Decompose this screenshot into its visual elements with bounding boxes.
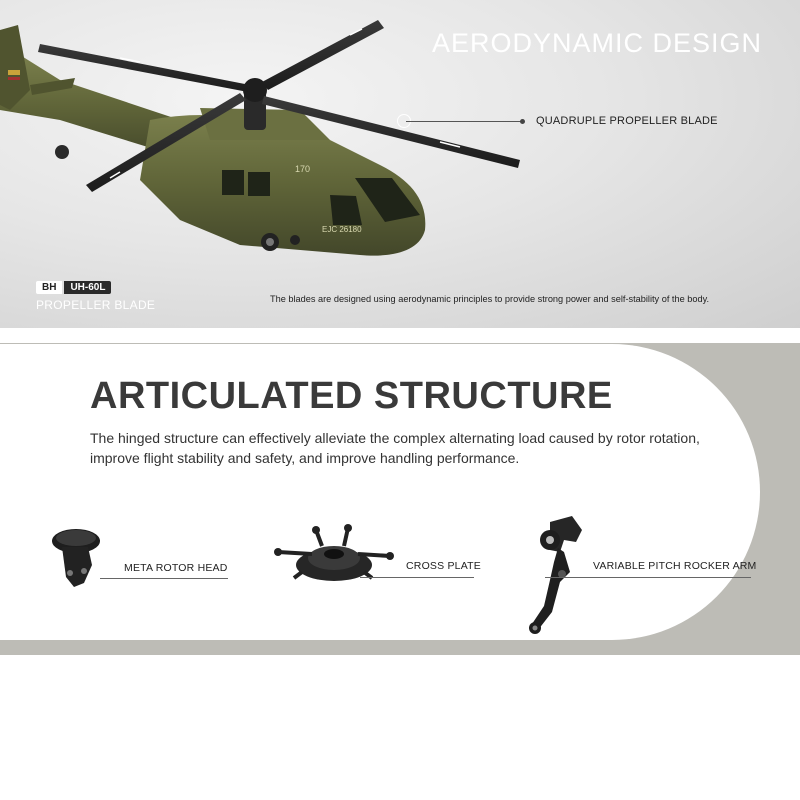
part-line-rotor-head [100,578,228,579]
model-badge [36,281,111,294]
callout-line [406,121,522,122]
tail-number-text: 170 [295,164,311,174]
fuselage-marking-text: EJC 26180 [322,225,362,234]
part-line-rocker-arm [545,577,751,578]
part-label-rotor-head: META ROTOR HEAD [124,562,228,574]
hero-banner [0,0,800,328]
cross-plate-icon [272,520,397,595]
badge-model: UH-60L [64,281,111,294]
section-title: ARTICULATED STRUCTURE [90,375,613,417]
part-label-cross-plate: CROSS PLATE [406,560,481,572]
hero-subtitle: PROPELLER BLADE [36,298,156,312]
part-label-rocker-arm: VARIABLE PITCH ROCKER ARM [593,560,757,572]
part-line-cross-plate [360,577,474,578]
callout-dot [520,119,525,124]
hero-title: AERODYNAMIC DESIGN [431,28,762,58]
badge-brand: BH [36,281,62,294]
rotor-head-icon [48,525,108,595]
hero-description: The blades are designed using aerodynamic principles to provide strong power and self-stability of the body. [270,294,710,304]
rocker-arm-icon [520,512,590,640]
section-description: The hinged structure can effectively alleviate the complex alternating load caused by rotor rotation, improve flight stability and safety, and improve handling performance. [90,430,700,466]
callout-label: QUADRUPLE PROPELLER BLADE [536,115,718,127]
